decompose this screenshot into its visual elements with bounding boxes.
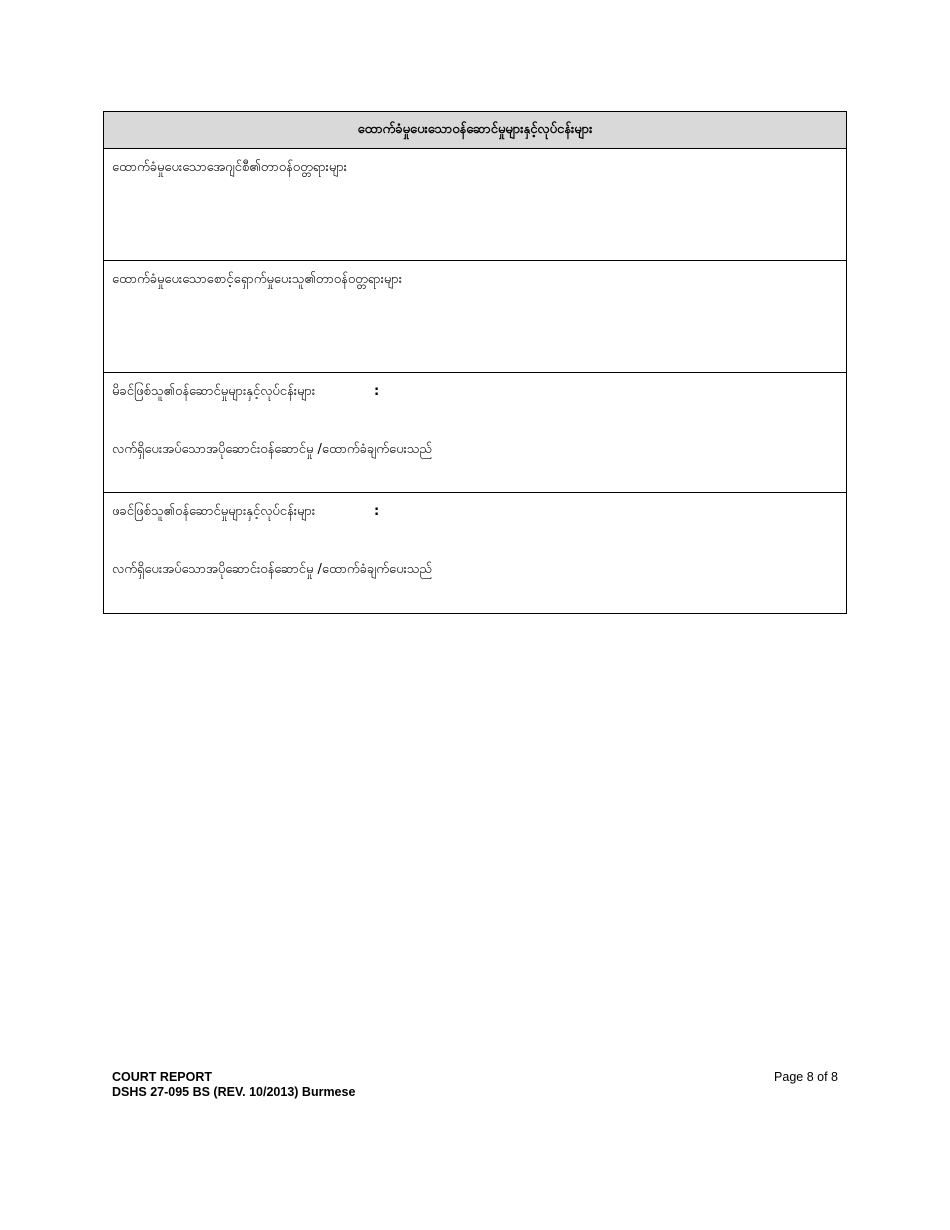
footer-form-id: DSHS 27-095 BS (REV. 10/2013) Burmese (112, 1085, 356, 1099)
caregiver-responsibilities-label: ထောက်ခံမှုပေးသောစောင့်ရှောက်မှုပေးသူ၏တာဝန်ဝတ္တရားများ (112, 272, 403, 287)
father-services-colon: : (374, 504, 380, 519)
page-number: Page 8 of 8 (774, 1070, 838, 1084)
mother-services-row (104, 373, 846, 493)
father-services-row (104, 493, 846, 613)
footer-form-info (112, 1070, 355, 1100)
services-table (103, 111, 847, 614)
footer-title: COURT REPORT (112, 1070, 212, 1084)
mother-services-sub-label: လက်ရှိပေးအပ်သောအပိုဆောင်းဝန်ဆောင်မှု /ထောက်ခံချက်ပေးသည် (112, 442, 432, 457)
table-header: ထောက်ခံမှုပေးသောဝန်ဆောင်မှုများနှင့်လုပ်ငန်းများ (104, 112, 846, 149)
mother-services-colon: : (374, 384, 380, 399)
father-services-sub-label: လက်ရှိပေးအပ်သောအပိုဆောင်းဝန်ဆောင်မှု /ထောက်ခံချက်ပေးသည် (112, 562, 432, 577)
caregiver-responsibilities-row (104, 261, 846, 373)
agency-responsibilities-row (104, 149, 846, 261)
mother-services-label: မိခင်ဖြစ်သူ၏ဝန်ဆောင်မှုများနှင့်လုပ်ငန်းများ (112, 384, 316, 399)
father-services-label: ဖခင်ဖြစ်သူ၏ဝန်ဆောင်မှုများနှင့်လုပ်ငန်းများ (112, 504, 316, 519)
agency-responsibilities-label: ထောက်ခံမှုပေးသောအေဂျင်စီ၏တာဝန်ဝတ္တရားများ (112, 160, 347, 175)
